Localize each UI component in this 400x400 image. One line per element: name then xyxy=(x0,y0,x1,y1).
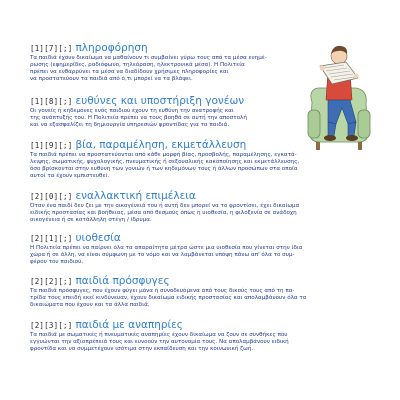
article-number: [1][7][;] xyxy=(30,44,73,53)
article-heading xyxy=(30,320,372,331)
text-line: πρέπει να ενθαρρύνει τα μέσα να διαδίδουν χρήσιμες πληροφορίες και xyxy=(30,69,229,75)
article-17 xyxy=(30,43,296,83)
article-title: βία, παραμέληση, εκμετάλλευση xyxy=(75,139,247,151)
article-text xyxy=(30,152,372,180)
text-line: ρωσης (εφημερίδες, ραδιόφωνο, τηλεόραση, ηλεκτρονικά μέσα). Η Πολιτεία xyxy=(30,62,245,68)
text-line: δικαιώματα που έχουν και τα άλλα παιδιά. xyxy=(30,302,150,308)
article-text xyxy=(30,55,296,83)
reading-newspaper-illustration xyxy=(298,38,380,156)
text-line: λειψης, σωματικής, ψυχολογικής, πνευματικής ή σεξουαλικής κακοποίησης και εκμετάλλευσης, xyxy=(30,159,300,165)
text-line: Τα παιδιά με σωματικές ή πνευματικές αναπηρίες έχουν δικαίωμα να ζουν σε συνθήκες που xyxy=(30,332,288,338)
article-number: [1][9][;] xyxy=(30,141,73,150)
text-line: όσο βρίσκονται στην ευθύνη των γονιών ή των κηδεμόνων τους ή άλλων προσώπων στα οποία xyxy=(30,166,298,172)
article-heading xyxy=(30,96,296,107)
text-line: ειδικής προστασίας και βοήθειας, μέσα από θεσμούς όπως η υιοθεσία, η φιλοξενία σε ανάδοχη xyxy=(30,210,297,216)
text-line: φροντίδα και να συμμετέχουν ισότιμα στην εκπαίδευση και την κοινωνική ζωή. xyxy=(30,346,254,352)
article-number: [2][1][;] xyxy=(30,234,73,243)
article-number: [1][8][;] xyxy=(30,97,73,106)
text-line: φέρον του παιδιού. xyxy=(30,259,84,265)
text-line: Η Πολιτεία πρέπει να παίρνει όλα τα απαραίτητα μέτρα ώστε μια υιοθεσία που γίνεται στην ίδια xyxy=(30,245,303,251)
article-18 xyxy=(30,96,296,129)
text-line: Τα παιδιά πρόσφυγες, που έχουν φύγει μόνα ή συνοδευόμενα από τους δικούς τους από τη πα- xyxy=(30,288,295,294)
article-22 xyxy=(30,276,372,309)
article-text xyxy=(30,288,372,309)
article-heading xyxy=(30,233,372,244)
article-heading xyxy=(30,43,296,54)
article-title: πληροφόρηση xyxy=(75,42,148,54)
article-number: [2][0][;] xyxy=(30,192,73,201)
text-line: αυτοί τα έχουν εμπιστευθεί. xyxy=(30,173,110,179)
text-line: τρίδα τους επειδή εκεί κινδύνευαν, έχουν δικαίωμα ειδικής προστασίας και απολαμβάνουν όλα τα xyxy=(30,295,307,301)
article-heading xyxy=(30,191,372,202)
article-text xyxy=(30,332,372,353)
article-number: [2][3][;] xyxy=(30,321,73,330)
article-21 xyxy=(30,233,372,266)
article-text xyxy=(30,203,372,224)
text-line: να προστατεύουν τα παιδιά από ό,τι μπορεί να τα βλάψει. xyxy=(30,76,193,82)
article-title: παιδιά με αναπηρίες xyxy=(75,319,183,331)
article-23 xyxy=(30,320,372,353)
text-line: Όταν ένα παιδί δεν ζει με την οικογένειά του ή αυτή δεν μπορεί να το φροντίσει, έχει δικαίωμα xyxy=(30,203,300,209)
article-text xyxy=(30,108,296,129)
text-line: Τα παιδιά έχουν δικαίωμα να μαθαίνουν τι συμβαίνει γύρω τους από τα μέσα ενημέ- xyxy=(30,55,267,61)
text-line: και να εξασφαλίζει τη δημιουργία υπηρεσιών φροντίδας για τα παιδιά. xyxy=(30,122,230,128)
text-line: οικογένεια ή σε κατάλληλη στέγη / ίδρυμα. xyxy=(30,217,152,223)
article-20 xyxy=(30,191,372,224)
article-heading xyxy=(30,276,372,287)
article-number: [2][2][;] xyxy=(30,277,73,286)
text-line: Τα παιδιά πρέπει να προστατεύονται από κάθε μορφή βίας, προσβολής, παραμέλησης, εγκατά- xyxy=(30,152,297,158)
article-title: ευθύνες και υποστήριξη γονέων xyxy=(75,95,245,107)
text-line: της ανάπτυξής του. Η Πολιτεία πρέπει να τους βοηθά σε αυτή την αποστολή xyxy=(30,115,247,121)
article-title: υιοθεσία xyxy=(75,232,121,244)
text-line: χώρα ή σε άλλη, να είναι σύμφωνη με το νόμο και να λαμβάνεται υπόψη πάνω απ' όλα το συμ- xyxy=(30,252,295,258)
article-title: παιδιά πρόσφυγες xyxy=(75,275,170,287)
article-title: εναλλακτική επιμέλεια xyxy=(75,190,196,202)
text-line: Οι γονείς ή κηδεμόνες ενός παιδιού έχουν τη ευθύνη την ανατροφής και xyxy=(30,108,234,114)
text-line: εγγυώνται την αξιοπρέπειά τους και ευνοούν την αυτονομία τους. Να απολαμβάνουν ειδική xyxy=(30,339,289,345)
article-text xyxy=(30,245,372,266)
